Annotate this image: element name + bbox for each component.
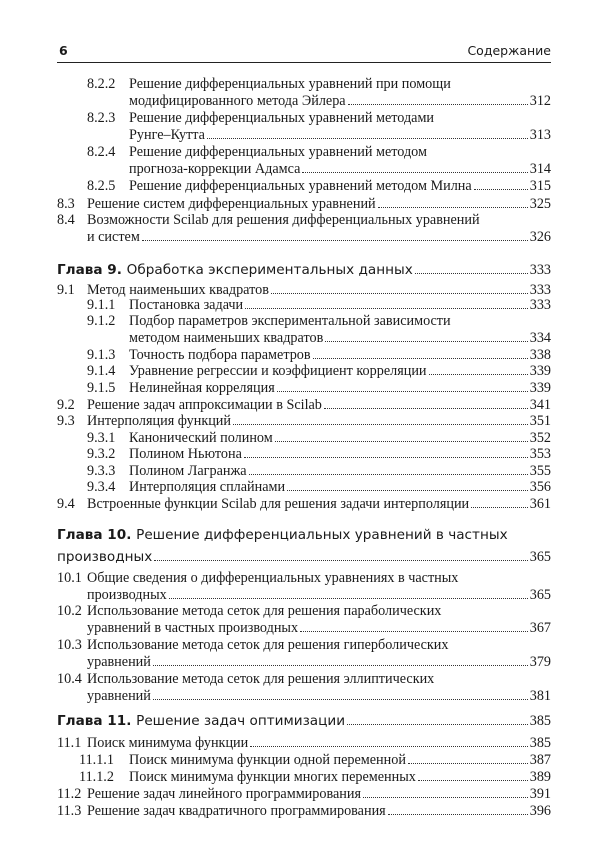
entry-title-continued: модифицированного метода Эйлера [129,93,346,109]
leader-dots [300,620,528,632]
section-number: 9.3.3 [87,463,116,479]
page-ref: 339 [529,363,551,379]
page-ref: 391 [529,786,551,802]
leader-dots [207,127,528,139]
toc-entry[interactable] [57,479,551,496]
page-ref: 333 [529,282,551,298]
page-ref: 313 [529,127,551,143]
toc-entry[interactable] [57,144,551,161]
leader-dots [408,752,528,764]
page-ref: 389 [529,769,551,785]
page-ref: 355 [529,463,551,479]
toc-entry[interactable] [57,196,551,213]
toc-entry[interactable] [57,570,551,587]
leader-dots [378,196,528,208]
chapter-heading[interactable]: Глава 11. Решение задач оптимизации 385 [57,710,551,732]
page-ref: 339 [529,380,551,396]
toc-entry[interactable] [57,496,551,513]
leader-dots [169,587,528,599]
toc-entry[interactable] [57,603,551,620]
page-ref: 338 [529,347,551,363]
page-ref: 333 [529,262,551,278]
leader-dots [277,380,528,392]
section-number: 11.1 [57,735,82,751]
leader-dots [244,446,528,458]
toc-entry-continued[interactable] [57,620,551,637]
toc-entry-continued[interactable] [57,587,551,604]
page-number: 6 [59,43,68,58]
leader-dots [388,803,528,815]
leader-dots [302,161,527,173]
leader-dots [142,229,528,241]
page-ref: 381 [529,688,551,704]
section-number: 10.2 [57,603,82,619]
chapter-heading[interactable]: Глава 10. Решение дифференциальных уравнений в частных [57,527,508,543]
toc-entry[interactable] [57,313,551,330]
entry-title: Использование метода сеток для решения гиперболических [87,637,449,653]
page-ref: 365 [529,549,551,565]
entry-title: Поиск минимума функции одной переменной [129,752,406,768]
leader-dots [245,297,528,309]
page-ref: 396 [529,803,551,819]
page-ref: 385 [529,713,551,729]
section-number: 11.3 [57,803,82,819]
section-number: 9.4 [57,496,75,512]
page-ref: 334 [529,330,551,346]
section-number: 8.4 [57,212,75,228]
leader-dots [363,786,528,798]
page-ref: 312 [529,93,551,109]
entry-title: Решение дифференциальных уравнений методами [129,110,435,126]
section-number: 9.1 [57,282,75,298]
toc-entry[interactable] [57,430,551,447]
toc-entry[interactable] [57,769,551,786]
leader-dots [275,430,528,442]
toc-entry-continued[interactable] [57,688,551,705]
toc-entry-continued[interactable] [57,654,551,671]
leader-dots [271,282,528,294]
toc-entry[interactable] [57,463,551,480]
section-number: 9.1.5 [87,380,116,396]
entry-title: Возможности Scilab для решения дифференциальных уравнений [87,212,480,228]
page-ref: 326 [529,229,551,245]
entry-title: Решение задач аппроксимации в Scilab [87,397,322,413]
entry-title-continued: уравнений в частных производных [87,620,299,636]
entry-title: Нелинейная корреляция [129,380,275,396]
leader-dots [418,769,528,781]
entry-title: Решение дифференциальных уравнений при помощи [129,76,451,92]
section-number: 11.2 [57,786,82,802]
page-ref: 367 [529,620,551,636]
entry-title: Решение задач линейного программирования [87,786,361,802]
entry-title: Постановка задачи [129,297,244,313]
section-number: 8.2.4 [87,144,116,160]
entry-title: Решение дифференциальных уравнений методом Милна [129,178,472,194]
toc-entry-continued[interactable] [57,161,551,178]
entry-title: Встроенные функции Scilab для решения задачи интерполяции [87,496,470,512]
toc-entry[interactable] [57,297,551,314]
toc-entry[interactable] [57,413,551,430]
section-number: 11.1.1 [79,752,114,768]
leader-dots [154,549,527,561]
entry-title-continued: и систем [87,229,140,245]
toc-entry-continued[interactable] [57,93,551,110]
page-ref: 352 [529,430,551,446]
toc-entry[interactable] [57,735,551,752]
page-ref: 385 [529,735,551,751]
section-number: 9.3.1 [87,430,116,446]
section-number: 9.3.2 [87,446,116,462]
leader-dots [415,262,528,274]
section-number: 9.1.4 [87,363,116,379]
entry-title: Поиск минимума функции [87,735,249,751]
section-number: 8.2.3 [87,110,116,126]
chapter-heading[interactable]: Глава 9. Обработка экспериментальных данных 333 [57,259,551,281]
section-number: 8.2.5 [87,178,116,194]
entry-title: Решение дифференциальных уравнений методом [129,144,427,160]
entry-title: Поиск минимума функции многих переменных [129,769,416,785]
section-number: 8.3 [57,196,75,212]
running-title: Содержание [467,43,551,58]
leader-dots [471,496,528,508]
leader-dots [429,363,528,375]
section-number: 9.1.2 [87,313,116,329]
section-number: 9.3 [57,413,75,429]
leader-dots [313,347,528,359]
section-number: 9.1.3 [87,347,116,363]
page-ref: 379 [529,654,551,670]
entry-title-continued: уравнений [87,688,151,704]
entry-title: Точность подбора параметров [129,347,311,363]
page-ref: 351 [529,413,551,429]
leader-dots [153,688,528,700]
toc-entry[interactable] [57,786,551,803]
toc-entry[interactable] [57,380,551,397]
leader-dots [347,713,528,725]
page-ref: 387 [529,752,551,768]
chapter-heading-continued[interactable]: производных 365 [57,546,551,568]
entry-title-continued: Рунге–Кутта [129,127,205,143]
entry-title-continued: производных [87,587,167,603]
page-ref: 361 [529,496,551,512]
toc-entry[interactable] [57,803,551,820]
section-number: 9.2 [57,397,75,413]
toc-entry[interactable] [57,671,551,688]
toc-entry[interactable] [57,446,551,463]
entry-title: Общие сведения о дифференциальных уравнениях в частных [87,570,459,586]
entry-title-continued: прогноза-коррекции Адамса [129,161,301,177]
page-header [59,40,551,62]
entry-title: Канонический полином [129,430,273,446]
toc-entry-continued[interactable] [57,229,551,246]
page-ref: 356 [529,479,551,495]
page-ref: 315 [529,178,551,194]
section-number: 10.1 [57,570,82,586]
leader-dots [233,413,528,425]
leader-dots [287,479,528,491]
toc-entry[interactable] [57,347,551,364]
toc-entry-continued[interactable] [57,127,551,144]
toc-entry-continued[interactable] [57,330,551,347]
entry-title: Решение систем дифференциальных уравнений [87,196,376,212]
section-number: 10.3 [57,637,82,653]
entry-title: Интерполяция функций [87,413,231,429]
toc-entry[interactable] [57,76,551,93]
entry-title: Использование метода сеток для решения параболических [87,603,442,619]
entry-title: Полином Лагранжа [129,463,247,479]
toc-entry[interactable] [57,637,551,654]
leader-dots [250,735,527,747]
entry-title: Метод наименьших квадратов [87,282,269,298]
leader-dots [348,93,528,105]
section-number: 9.1.1 [87,297,116,313]
entry-title-continued: методом наименьших квадратов [129,330,324,346]
entry-title: Подбор параметров экспериментальной зависимости [129,313,451,329]
entry-title-continued: уравнений [87,654,151,670]
toc-entry[interactable] [57,178,551,195]
header-rule [57,62,551,63]
page-ref: 314 [529,161,551,177]
toc-entry[interactable] [57,397,551,414]
entry-title: Использование метода сеток для решения эллиптических [87,671,435,687]
entry-title: Интерполяция сплайнами [129,479,286,495]
entry-title: Уравнение регрессии и коэффициент корреляции [129,363,427,379]
toc-entry[interactable] [57,752,551,769]
page-ref: 365 [529,587,551,603]
page-ref: 333 [529,297,551,313]
page-ref: 341 [529,397,551,413]
toc-entry[interactable] [57,110,551,127]
leader-dots [249,463,528,475]
leader-dots [153,654,528,666]
entry-title: Решение задач квадратичного программирования [87,803,386,819]
section-number: 8.2.2 [87,76,116,92]
section-number: 10.4 [57,671,82,687]
leader-dots [325,330,527,342]
entry-title: Полином Ньютона [129,446,242,462]
leader-dots [474,178,528,190]
page-ref: 325 [529,196,551,212]
toc-entry[interactable] [57,363,551,380]
toc-entry[interactable] [57,212,551,229]
section-number: 9.3.4 [87,479,116,495]
page-ref: 353 [529,446,551,462]
leader-dots [324,397,528,409]
section-number: 11.1.2 [79,769,114,785]
